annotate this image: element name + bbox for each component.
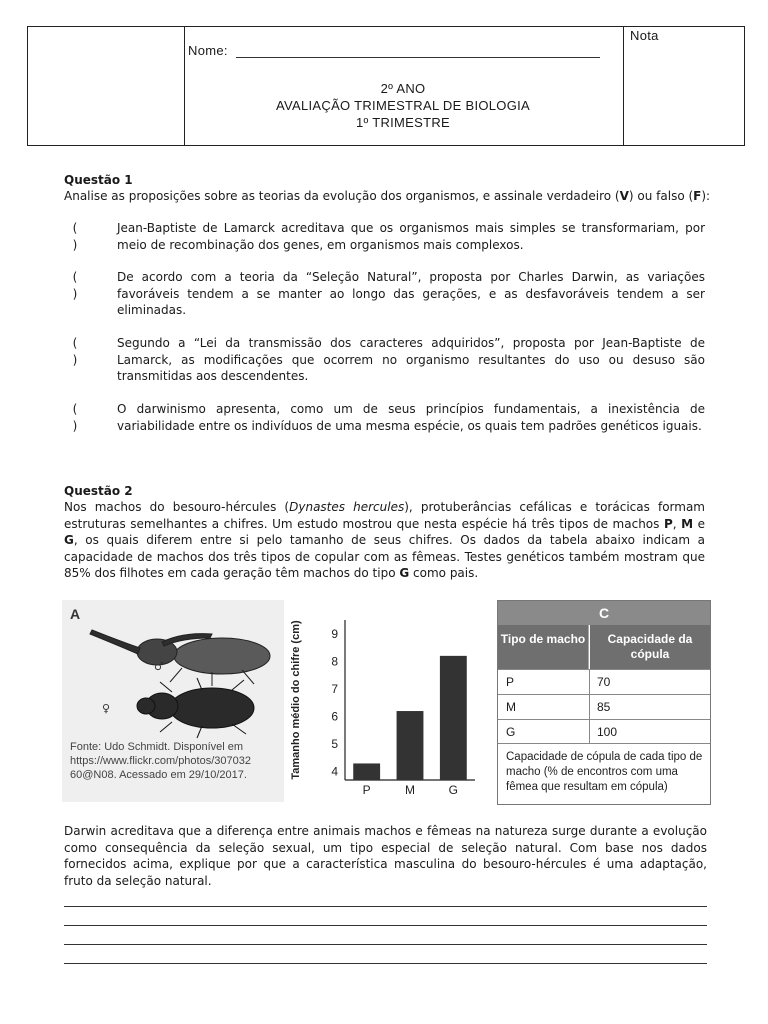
photo-source: Fonte: Udo Schmidt. Disponível em https://www.flickr.com/photos/307032 60@N08. Acessado em 29/10/2017. [70, 741, 251, 781]
y-tick-label: 6 [331, 709, 338, 724]
y-tick-label: 7 [331, 681, 338, 696]
x-tick-label: M [405, 783, 415, 797]
proposition-2: De acordo com a teoria da “Seleção Natural”, proposta por Charles Darwin, as variações favoráveis tendem a se manter ao longo das gerações, e as desfavoráveis tendem a ser eliminadas. [117, 270, 705, 317]
chart-ylabel: Tamanho médio do chifre (cm) [290, 620, 302, 780]
table-caption: Capacidade de cópula de cada tipo de macho (% de encontros com uma fêmea que resultam em cópula) [506, 751, 703, 793]
question-1-title: Questão 1 [64, 173, 133, 187]
x-tick-label: P [362, 783, 371, 797]
proposition-3: Segundo a “Lei da transmissão dos caracteres adquiridos”, proposta por Jean-Baptiste de Lamarck, as modificações que ocorrem no organismo resultantes do uso ou desuso são transmitidas aos descendentes. [117, 336, 705, 383]
proposition-4: O darwinismo apresenta, como um de seus princípios fundamentais, a inexistência de variabilidade entre os indivíduos de uma mesma espécie, os quais tem padrões genéticos iguais. [117, 402, 705, 433]
question-1-intro: Analise as proposições sobre as teorias da evolução dos organismos, e assinale verdadeiro (V) ou falso (F): [64, 189, 711, 203]
answer-box-close-3: ) [72, 353, 78, 367]
beetle-illustration [62, 600, 284, 740]
bar-M [397, 711, 424, 780]
y-tick-label: 4 [331, 764, 338, 779]
y-tick-label: 8 [331, 654, 338, 669]
table-title: C [498, 601, 710, 625]
table-row: M 85 [498, 694, 710, 719]
table-row: G 100 [498, 719, 710, 744]
copulation-table [497, 600, 711, 805]
question-2-statement: Nos machos do besouro-hércules (Dynastes hercules), protuberâncias cefálicas e torácicas formam estruturas semelhantes a chifres. Um estudo mostrou que nesta espécie há três tipos de machos P, M e G, os quais diferem entre si pelo tamanho de seus chifres. Os dados da tabela abaixo indicam a capacidade de machos dos três tipos de copular com as fêmeas. Testes genéticos também mostram que 85% dos filhotes em cada geração têm machos do tipo G como pais. [64, 500, 705, 580]
proposition-1: Jean-Baptiste de Lamarck acreditava que os organismos mais simples se transformariam, por meio de recombinação dos genes, em organismos mais complexos. [117, 221, 705, 252]
horn-size-chart [285, 600, 485, 805]
name-label: Nome: [188, 43, 228, 58]
exam-term: 1º TRIMESTRE [355, 115, 451, 130]
bar-G [440, 656, 467, 780]
male-symbol: ♂ [154, 660, 164, 673]
grade-cell [623, 27, 745, 145]
grade-year: 2º ANO [380, 81, 426, 96]
answer-line[interactable] [64, 963, 707, 964]
table-divider [498, 743, 710, 744]
table-header-capacity: Capacidade da cópula [590, 625, 710, 669]
table-header-type: Tipo de macho [498, 625, 589, 669]
figure-a-label: A [70, 606, 81, 622]
answer-box-close-1: ) [72, 238, 78, 252]
bar-P [353, 763, 380, 780]
answer-box-close-4: ) [72, 419, 78, 433]
answer-box-close-2: ) [72, 287, 78, 301]
name-field-line[interactable] [236, 57, 600, 58]
table-row: P 70 [498, 669, 710, 694]
answer-line[interactable] [64, 944, 707, 945]
x-tick-label: G [448, 783, 459, 797]
answer-box-open-4[interactable]: ( [72, 402, 78, 416]
y-tick-label: 9 [331, 626, 338, 641]
question-2-title: Questão 2 [64, 484, 133, 498]
answer-box-open-1[interactable]: ( [72, 221, 78, 235]
answer-line[interactable] [64, 925, 707, 926]
female-symbol: ♀ [102, 702, 111, 715]
beetle-photo [62, 600, 284, 802]
grade-label: Nota [630, 28, 659, 43]
answer-box-open-2[interactable]: ( [72, 270, 78, 284]
question-2-prompt: Darwin acreditava que a diferença entre animais machos e fêmeas na natureza surge durante a evolução como consequência da seleção sexual, um tipo especial de seleção natural. Com base nos dados fornecidos acima, explique por que a característica masculina do besouro-hércules é uma adaptação, fruto da seleção natural. [64, 824, 707, 888]
answer-box-open-3[interactable]: ( [72, 336, 78, 350]
header-blank-cell [28, 27, 185, 145]
answer-line[interactable] [64, 906, 707, 907]
exam-title: AVALIAÇÃO TRIMESTRAL DE BIOLOGIA [275, 98, 531, 113]
y-tick-label: 5 [331, 737, 338, 752]
